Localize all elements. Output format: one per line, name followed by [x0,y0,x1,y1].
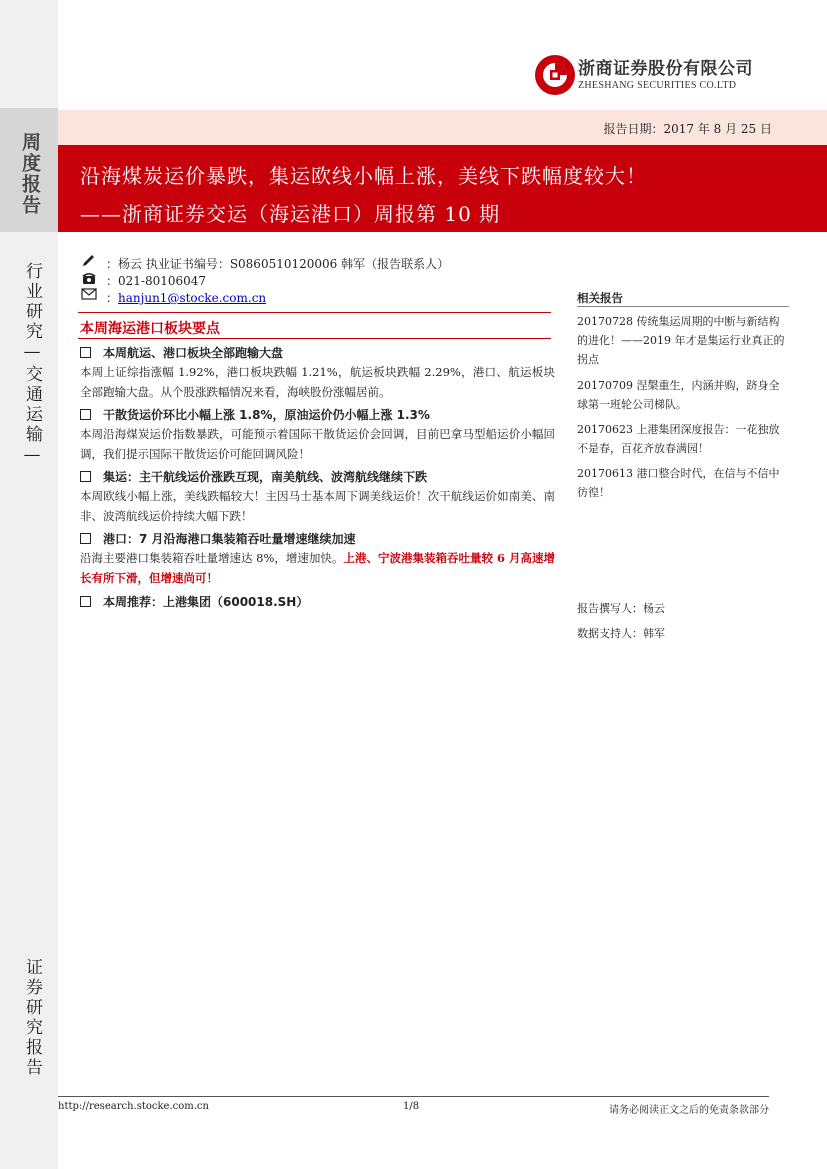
report-subtitle: ——浙商证券交运（海运港口）周报第 10 期 [80,202,501,226]
related-report-item: 20170728 传统集运周期的中断与新结构的进化！——2019 年才是集运行业真正的拐点 [577,315,785,366]
bullet-paragraph: 本周欧线小幅上涨，美线跌幅较大！主因马士基本周下调美线运价！次干航线运价如南美、南非、波湾航线运价持续大幅下跌！ [80,489,555,523]
checkbox-square-icon [80,596,91,607]
report-title: 沿海煤炭运价暴跌，集运欧线小幅上涨，美线下跌幅度较大！ [80,164,647,188]
checkbox-square-icon [80,347,91,358]
company-name-en: ZHESHANG SECURITIES CO.LTD [578,80,737,91]
footer-url: http://research.stocke.com.cn [58,1101,209,1112]
company-name-cn: 浙商证券股份有限公司 [578,59,753,79]
zheshang-logo-icon [534,54,576,96]
phone-line: ：021-80106047 [106,274,207,288]
bullet-heading: 本周航运、港口板块全部跑输大盘 [80,344,283,361]
securities-report-label: 证券研究报告 [22,958,42,1078]
section-top-rule [78,312,551,313]
report-date: 报告日期：2017 年 8 月 25 日 [603,122,772,136]
report-writer: 报告撰写人：杨云 [577,602,665,615]
page-number: 1/8 [403,1101,420,1112]
section-bottom-rule [78,338,551,339]
report-type-label: 周度报告 [19,132,41,216]
bullet-paragraph: 本周上证综指涨幅 1.92%，港口板块跌幅 1.21%，航运板块跌幅 2.29%，港口、航运板块全部跑输大盘。从个股涨跌幅情况来看，海峡股份涨幅居前。 [80,365,555,399]
bullet-heading: 港口：7 月沿海港口集装箱吞吐量增速继续加速 [80,530,356,547]
pen-icon [78,254,100,272]
related-report-item: 20170709 涅槃重生，内涵并购，跻身全球第一班轮公司梯队。 [577,379,780,411]
footer-rule [58,1096,769,1097]
related-report-item: 20170623 上港集团深度报告：一花独放不是春，百花齐放春满园！ [577,423,780,455]
checkbox-square-icon [80,533,91,544]
bullet-heading: 干散货运价环比小幅上涨 1.8%，原油运价仍小幅上涨 1.3% [80,406,430,423]
related-report-item: 20170613 港口整合时代，在信与不信中彷徨！ [577,467,780,499]
highlighted-text: 上港、宁波港集装箱吞吐量较 6 月高速增长有所下滑，但增速尚可！ [80,551,555,585]
footer-disclaimer: 请务必阅读正文之后的免责条款部分 [609,1105,769,1116]
email-line [106,289,266,306]
envelope-icon [78,288,100,304]
industry-label: 行业研究—交通运输— [22,262,42,468]
bullet-heading: 集运：主干航线运价涨跌互现，南美航线、波湾航线继续下跌 [80,468,427,485]
email-prefix: ： [106,291,119,305]
bullet-heading: 本周推荐：上港集团（600018.SH） [80,593,308,610]
related-rule [577,306,789,307]
checkbox-square-icon [80,471,91,482]
data-supporter: 数据支持人：韩军 [577,627,665,640]
phone-icon [78,271,100,289]
bullet-paragraph: 本周沿海煤炭运价指数暴跌，可能预示着国际干散货运价会回调，目前巴拿马型船运价小幅回调，我们提示国际干散货运价可能回调风险！ [80,427,555,461]
email-link[interactable]: hanjun1@stocke.com.cn [118,291,267,305]
checkbox-square-icon [80,409,91,420]
section-title: 本周海运港口板块要点 [80,321,220,337]
bullet-paragraph: 沿海主要港口集装箱吞吐量增速达 8%，增速加快。上港、宁波港集装箱吞吐量较 6 月高速增长有所下滑，但增速尚可！ [80,551,555,585]
analyst-line: ：杨云 执业证书编号：S0860510120006 韩军（报告联系人） [106,257,450,271]
related-reports-title: 相关报告 [577,291,623,305]
